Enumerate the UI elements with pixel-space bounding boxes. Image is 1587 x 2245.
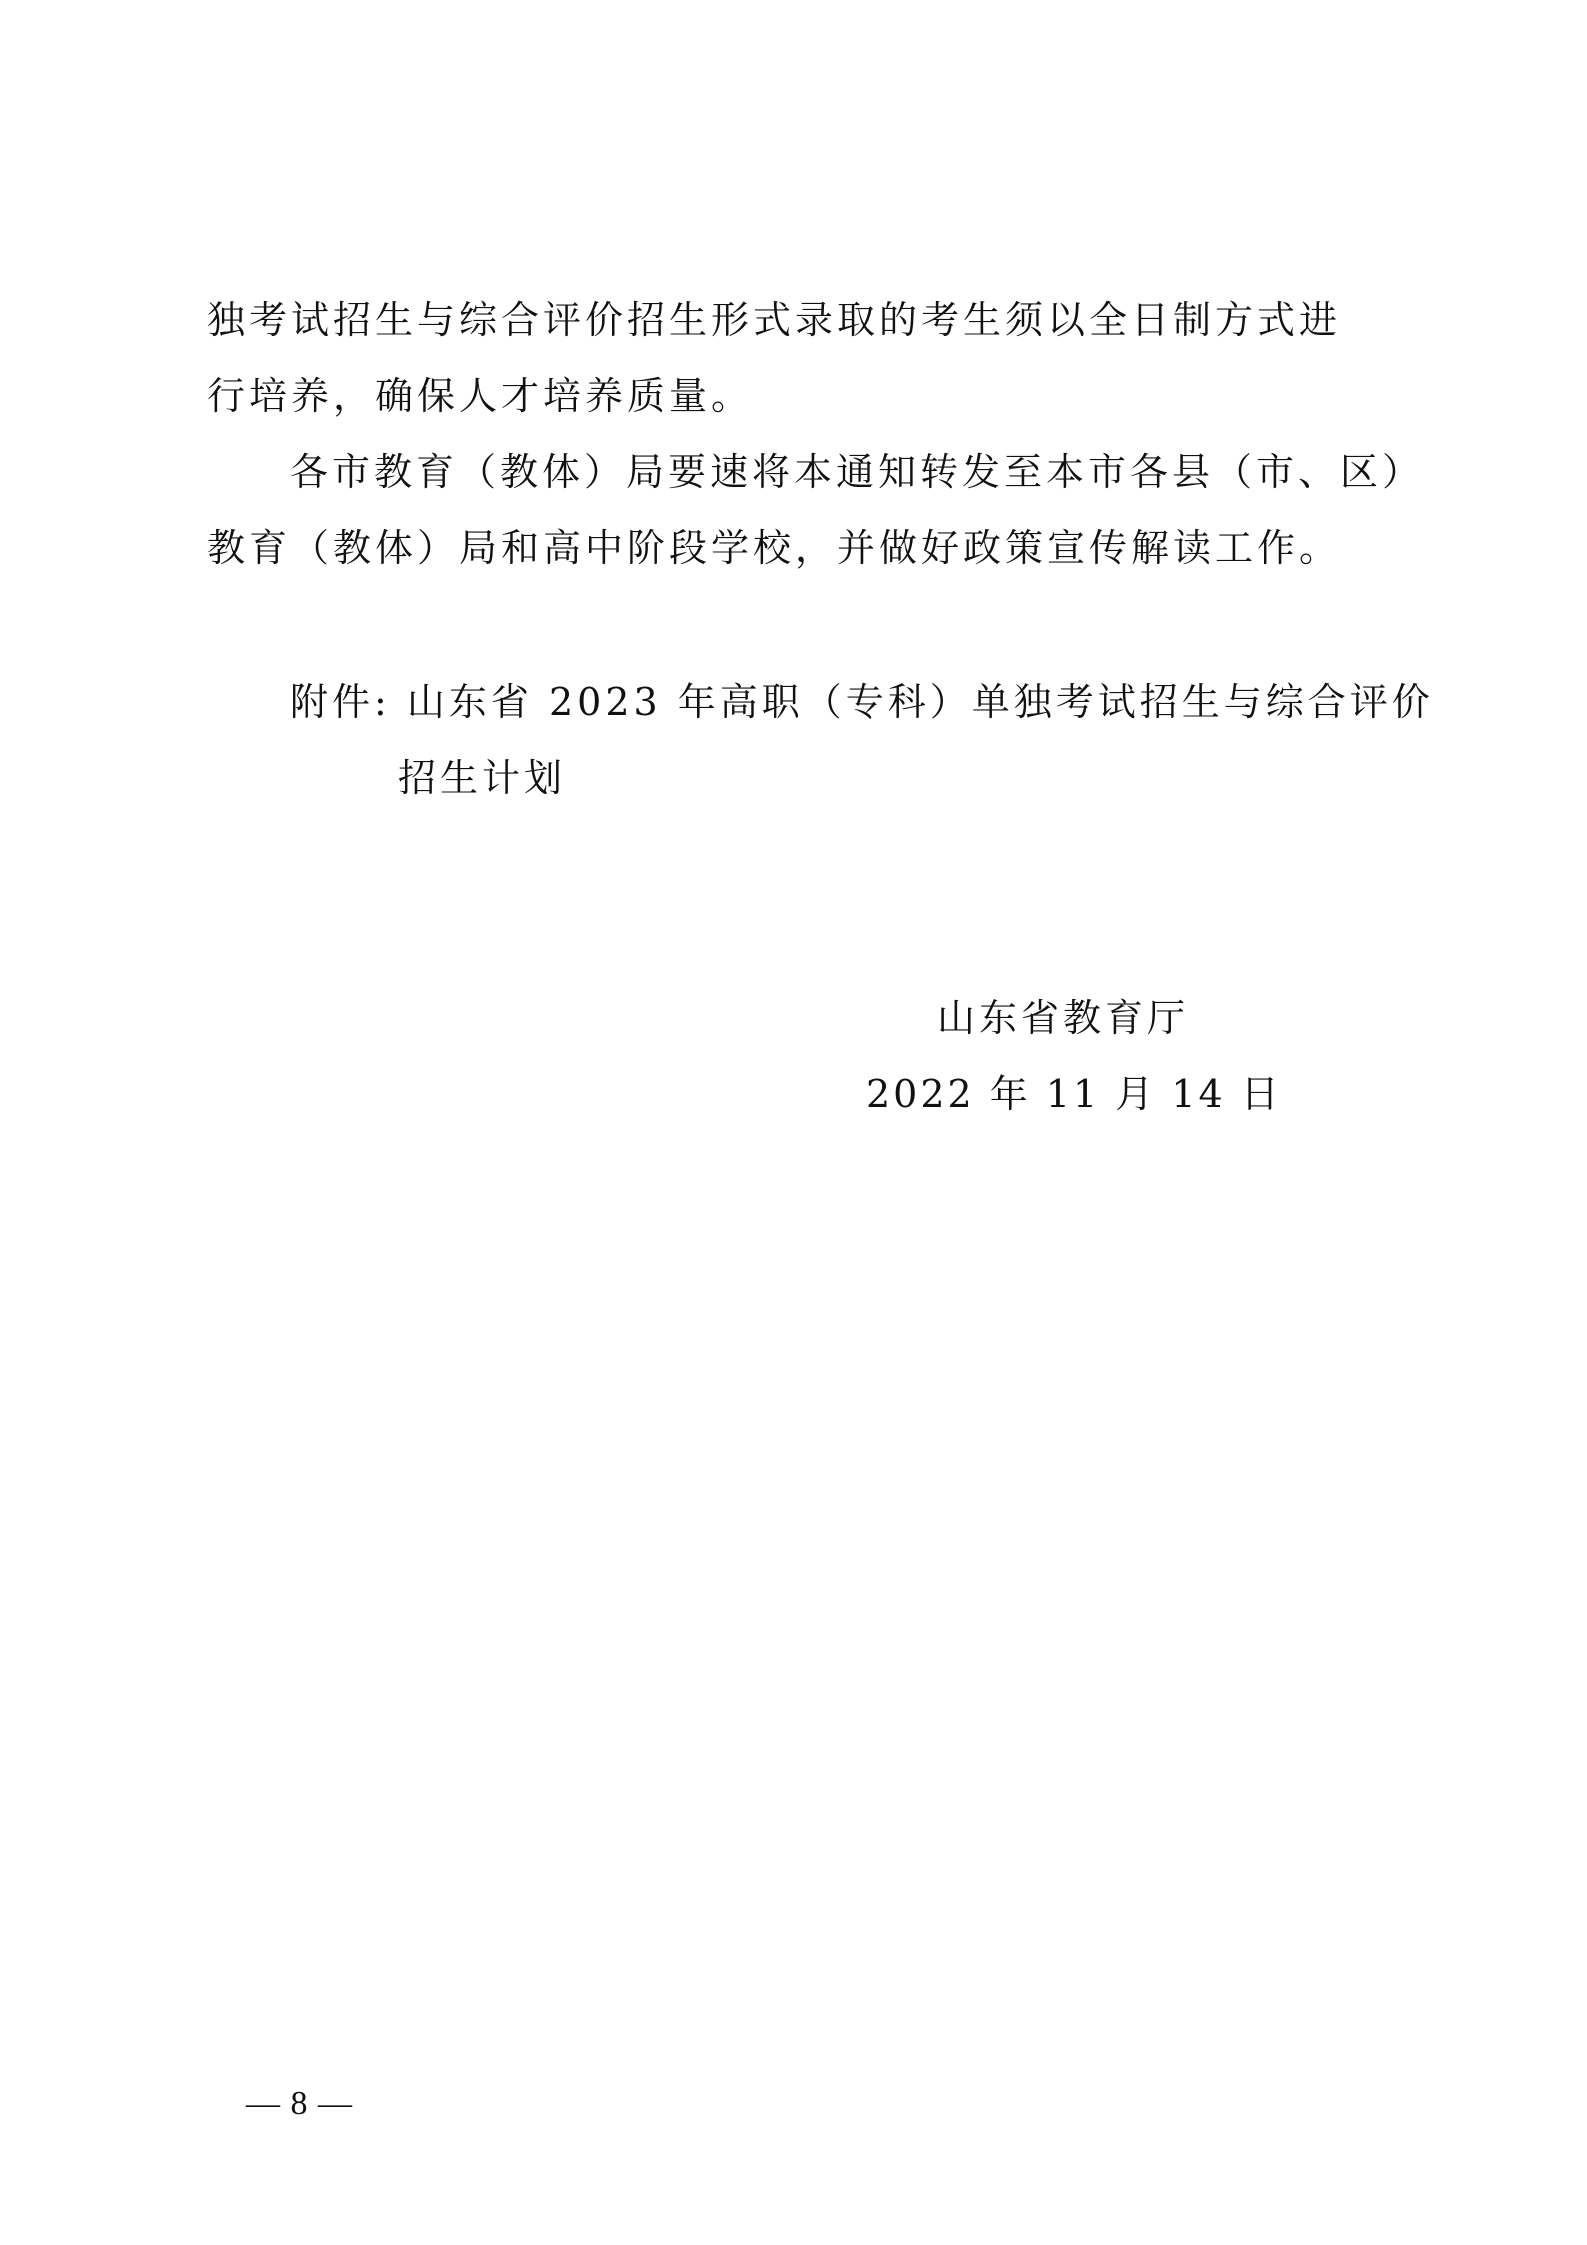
signature-date: 2022 年 11 月 14 日 <box>866 1072 1282 1116</box>
attachment-line-continued: 招生计划 <box>398 756 567 800</box>
signature-organization: 山东省教育厅 <box>937 996 1190 1040</box>
body-paragraph-line: 独考试招生与综合评价招生形式录取的考生须以全日制方式进 <box>207 298 1342 342</box>
body-paragraph-line: 行培养，确保人才培养质量。 <box>207 374 754 418</box>
attachment-line: 附件: 山东省 2023 年高职（专科）单独考试招生与综合评价 <box>290 680 1434 724</box>
page-number: — 8 — <box>246 2085 353 2122</box>
body-paragraph-line: 教育（教体）局和高中阶段学校，并做好政策宣传解读工作。 <box>207 526 1342 570</box>
body-paragraph-line: 各市教育（教体）局要速将本通知转发至本市各县（市、区） <box>290 450 1425 494</box>
